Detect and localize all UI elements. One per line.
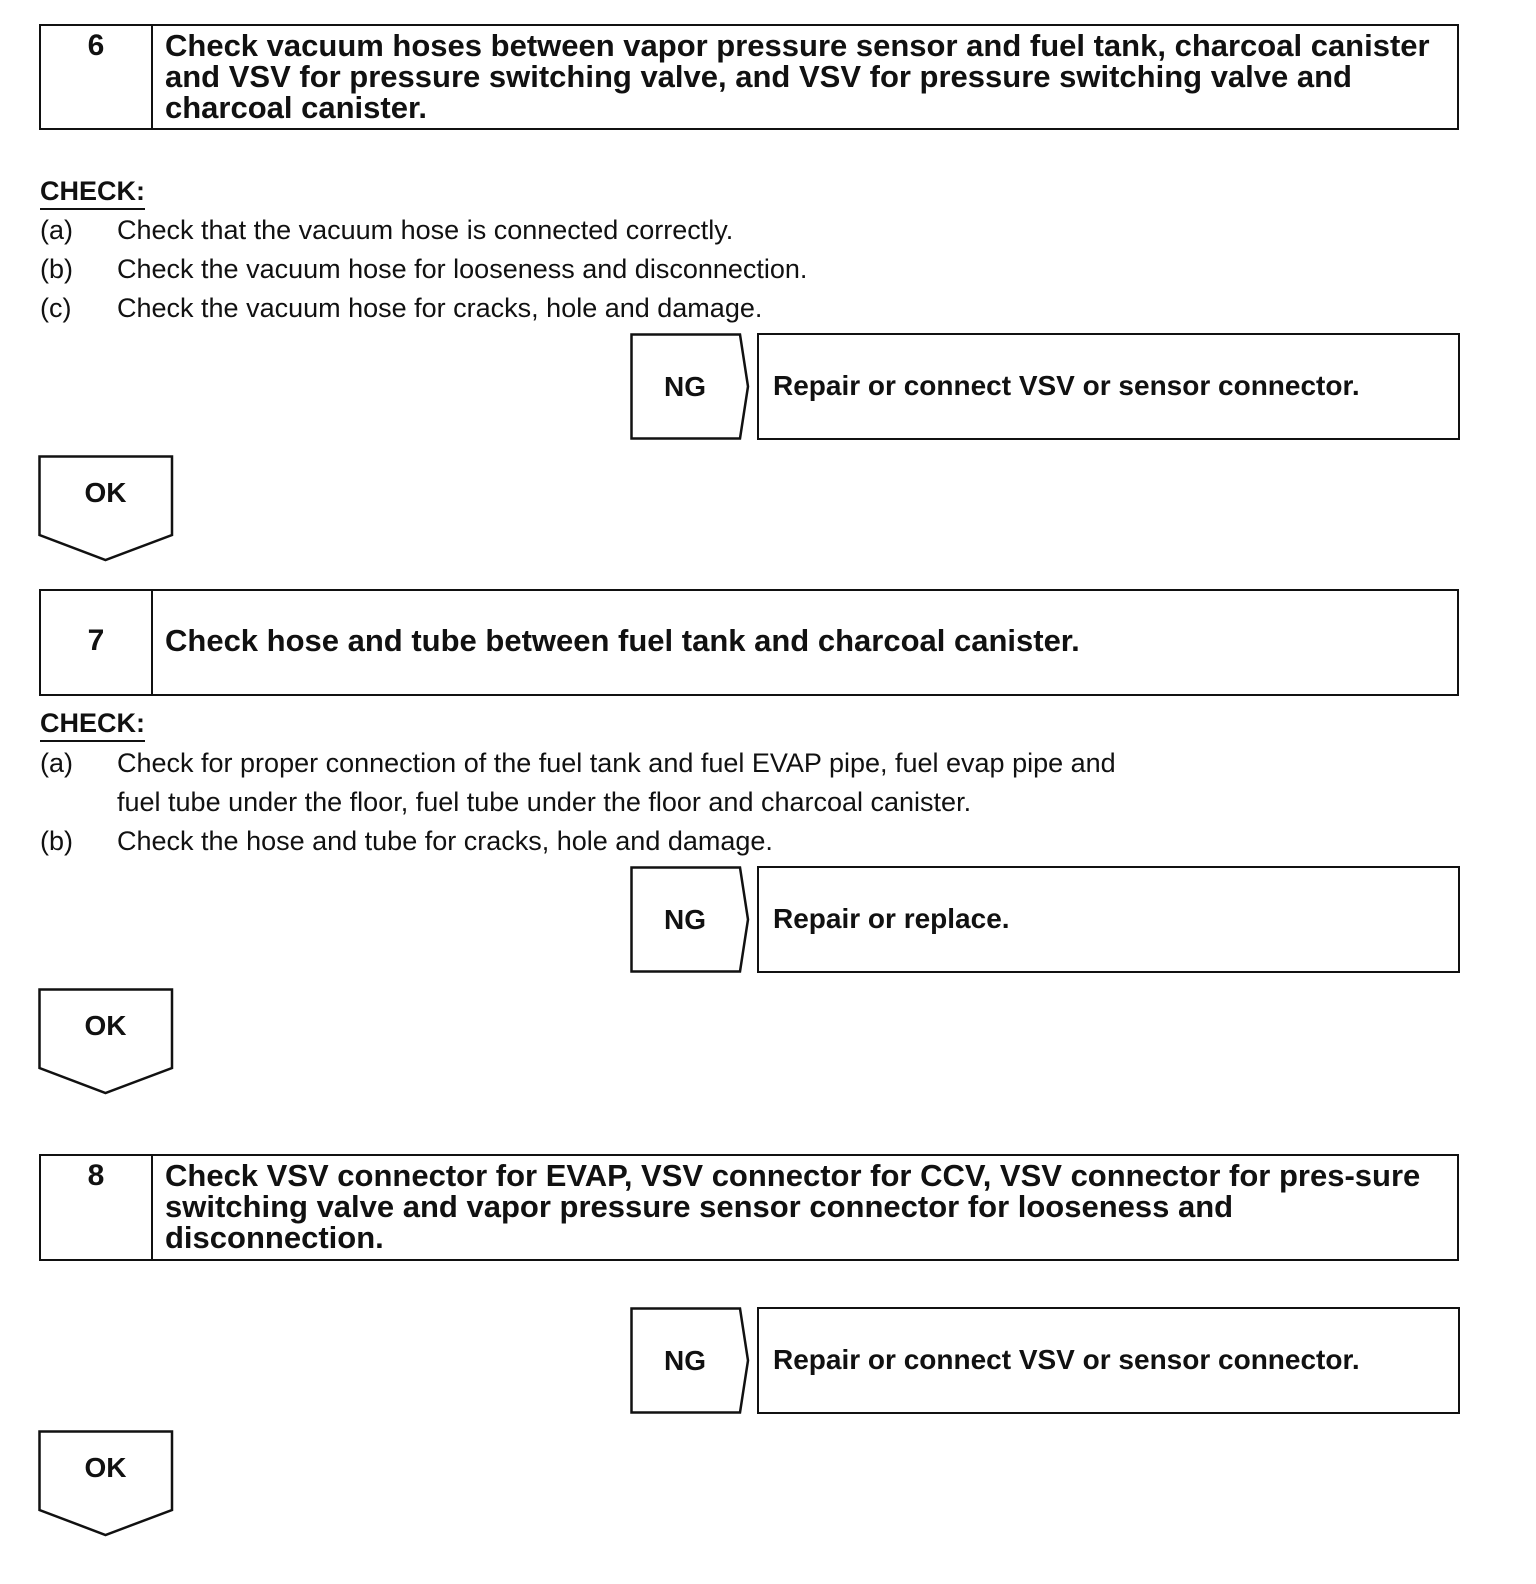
ok-flag — [38, 1430, 175, 1538]
ng-flag — [630, 866, 750, 973]
item-marker: (b) — [40, 826, 73, 856]
ng-action-box: Repair or replace. — [757, 866, 1460, 973]
step-title: Check VSV connector for EVAP, VSV connector for CCV, VSV connector for pres-sure switching valve and vapor pressure sensor connector for looseness and disconnection. — [165, 1158, 1421, 1255]
ng-label: NG — [664, 371, 706, 402]
item-marker: (a) — [40, 215, 73, 245]
item-text: Check the hose and tube for cracks, hole and damage. — [117, 826, 773, 856]
step-title: Check vacuum hoses between vapor pressure sensor and fuel tank, charcoal canister and VSV for pressure switching valve, and VSV for pressure switching valve and charcoal canister. — [165, 28, 1430, 125]
ng-action-box: Repair or connect VSV or sensor connector. — [757, 1307, 1460, 1414]
ng-label: NG — [664, 1345, 706, 1376]
item-marker: (b) — [40, 254, 73, 284]
step-number: 8 — [41, 1156, 153, 1259]
ng-flag — [630, 1307, 750, 1414]
ng-flag — [630, 333, 750, 440]
step-6-header — [39, 24, 1459, 130]
check-label: CHECK: — [40, 708, 145, 742]
ok-flag — [38, 455, 175, 563]
item-marker: (c) — [40, 293, 72, 323]
item-marker: (a) — [40, 748, 73, 778]
ok-label: OK — [84, 477, 127, 508]
step-number: 6 — [41, 26, 153, 128]
ok-label: OK — [84, 1010, 127, 1041]
ok-label: OK — [84, 1452, 127, 1483]
item-text: Check the vacuum hose for cracks, hole and damage. — [117, 293, 763, 323]
check-label: CHECK: — [40, 176, 145, 210]
ng-action-box: Repair or connect VSV or sensor connector. — [757, 333, 1460, 440]
item-text: Check that the vacuum hose is connected correctly. — [117, 215, 734, 245]
ok-flag — [38, 988, 175, 1096]
item-text: Check the vacuum hose for looseness and disconnection. — [117, 254, 808, 284]
step-7-header — [39, 589, 1459, 696]
item-text-line: fuel tube under the floor, fuel tube under the floor and charcoal canister. — [117, 787, 972, 817]
step-8-header — [39, 1154, 1459, 1261]
item-text-line: Check for proper connection of the fuel tank and fuel EVAP pipe, fuel evap pipe and — [117, 748, 1116, 778]
ng-label: NG — [664, 904, 706, 935]
step-number: 7 — [41, 591, 153, 694]
step-title: Check hose and tube between fuel tank and charcoal canister. — [165, 623, 1080, 658]
